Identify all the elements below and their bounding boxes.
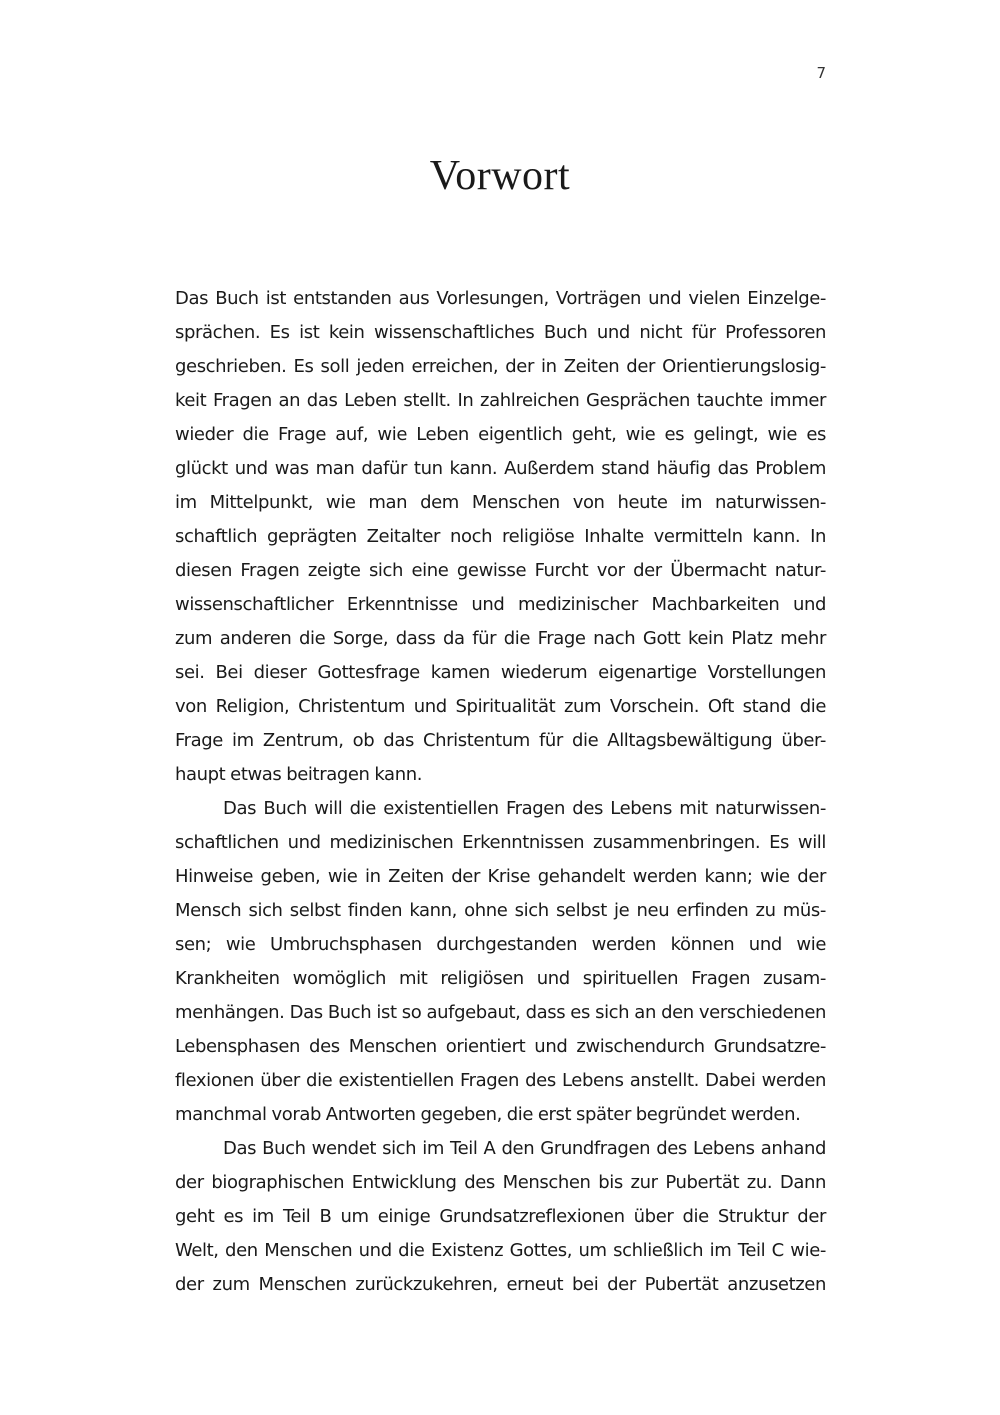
paragraph-1-line: haupt etwas beitragen kann. bbox=[175, 764, 423, 785]
paragraph-1-line: sprächen. Es ist kein wissenschaftliches Buch und nicht für Professoren bbox=[175, 322, 826, 343]
paragraph-2-line: schaftlichen und medizinischen Erkenntnissen zusammenbringen. Es will bbox=[175, 832, 826, 853]
paragraph-1-line: Das Buch ist entstanden aus Vorlesungen, Vorträgen und vielen Einzelge- bbox=[175, 288, 826, 309]
paragraph-2-line: Das Buch will die existentiellen Fragen des Lebens mit naturwissen- bbox=[223, 798, 826, 819]
paragraph-3-line: der zum Menschen zurückzukehren, erneut bei der Pubertät anzusetzen bbox=[175, 1274, 826, 1295]
paragraph-3-line: Das Buch wendet sich im Teil A den Grundfragen des Lebens anhand bbox=[223, 1138, 826, 1159]
paragraph-1-line: wieder die Frage auf, wie Leben eigentlich geht, wie es gelingt, wie es bbox=[175, 424, 826, 445]
paragraph-1-line: Frage im Zentrum, ob das Christentum für die Alltagsbewältigung über- bbox=[175, 730, 826, 751]
paragraph-1-line: glückt und was man dafür tun kann. Außerdem stand häufig das Problem bbox=[175, 458, 826, 479]
paragraph-1-line: sei. Bei dieser Gottesfrage kamen wiederum eigenartige Vorstellungen bbox=[175, 662, 826, 683]
paragraph-1-line: schaftlich geprägten Zeitalter noch religiöse Inhalte vermitteln kann. In bbox=[175, 526, 826, 547]
paragraph-2-line: menhängen. Das Buch ist so aufgebaut, dass es sich an den verschiedenen bbox=[175, 1002, 826, 1023]
paragraph-3-line: Welt, den Menschen und die Existenz Gottes, um schließlich im Teil C wie- bbox=[175, 1240, 826, 1261]
paragraph-2-line: flexionen über die existentiellen Fragen des Lebens anstellt. Dabei werden bbox=[175, 1070, 826, 1091]
paragraph-2-line: Krankheiten womöglich mit religiösen und spirituellen Fragen zusam- bbox=[175, 968, 826, 989]
paragraph-2-line: Hinweise geben, wie in Zeiten der Krise gehandelt werden kann; wie der bbox=[175, 866, 826, 887]
body-text bbox=[175, 282, 826, 1302]
paragraph-1-line: geschrieben. Es soll jeden erreichen, der in Zeiten der Orientierungslosig- bbox=[175, 356, 826, 377]
paragraph-1-line: von Religion, Christentum und Spiritualität zum Vorschein. Oft stand die bbox=[175, 696, 826, 717]
paragraph-1-line: wissenschaftlicher Erkenntnisse und medizinischer Machbarkeiten und bbox=[175, 594, 826, 615]
paragraph-2-line: manchmal vorab Antworten gegeben, die erst später begründet werden. bbox=[175, 1104, 801, 1125]
paragraph-2-line: Lebensphasen des Menschen orientiert und zwischendurch Grundsatzre- bbox=[175, 1036, 826, 1057]
paragraph-3-line: geht es im Teil B um einige Grundsatzreflexionen über die Struktur der bbox=[175, 1206, 826, 1227]
paragraph-2-line: sen; wie Umbruchsphasen durchgestanden werden können und wie bbox=[175, 934, 826, 955]
paragraph-1-line: keit Fragen an das Leben stellt. In zahlreichen Gesprächen tauchte immer bbox=[175, 390, 826, 411]
paragraph-2-line: Mensch sich selbst finden kann, ohne sich selbst je neu erfinden zu müs- bbox=[175, 900, 826, 921]
chapter-title: Vorwort bbox=[429, 153, 571, 199]
paragraph-1-line: diesen Fragen zeigte sich eine gewisse Furcht vor der Übermacht natur- bbox=[175, 560, 826, 581]
page-number: 7 bbox=[816, 64, 826, 82]
paragraph-1-line: im Mittelpunkt, wie man dem Menschen von heute im naturwissen- bbox=[175, 492, 826, 513]
paragraph-1-line: zum anderen die Sorge, dass da für die Frage nach Gott kein Platz mehr bbox=[175, 628, 826, 649]
paragraph-3-line: der biographischen Entwicklung des Menschen bis zur Pubertät zu. Dann bbox=[175, 1172, 826, 1193]
